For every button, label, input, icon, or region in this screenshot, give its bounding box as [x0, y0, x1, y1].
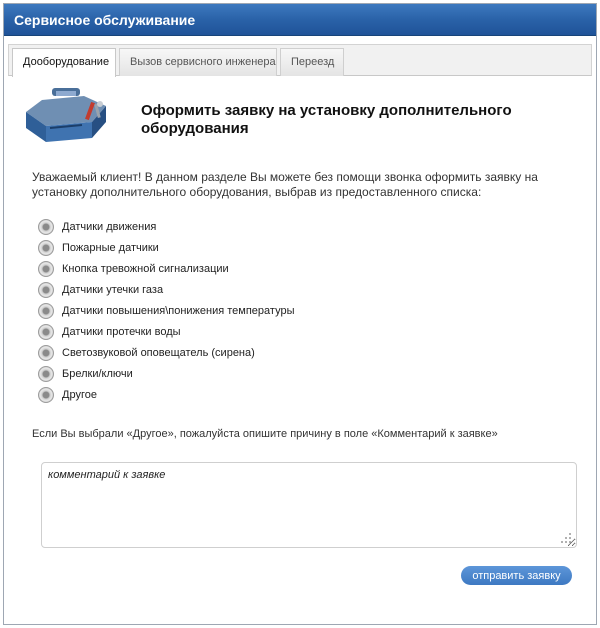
- tab-equipment[interactable]: Дооборудование: [12, 48, 116, 77]
- intro-text: Уважаемый клиент! В данном разделе Вы можете без помощи звонка оформить заявку на установку дополнительного оборудования, выбрав из предоставленного списка:: [32, 170, 538, 199]
- option-gas-sensors[interactable]: Датчики утечки газа: [38, 279, 438, 300]
- option-water-sensors[interactable]: Датчики протечки воды: [38, 321, 438, 342]
- page-title: Оформить заявку на установку дополнительного оборудования: [141, 102, 512, 137]
- tab-bar: [8, 44, 592, 76]
- radio-icon[interactable]: [38, 240, 54, 256]
- radio-icon[interactable]: [38, 303, 54, 319]
- comment-field[interactable]: [41, 462, 577, 548]
- tab-engineer-call[interactable]: Вызов сервисного инженера: [119, 48, 277, 76]
- toolbox-icon: [22, 82, 114, 146]
- resize-grip-icon[interactable]: [560, 532, 572, 544]
- option-other[interactable]: Другое: [38, 384, 438, 405]
- other-note: Если Вы выбрали «Другое», пожалуйста опишите причину в поле «Комментарий к заявке»: [32, 428, 498, 440]
- submit-request-button[interactable]: отправить заявку: [461, 566, 572, 585]
- equipment-options: [38, 216, 438, 405]
- radio-icon[interactable]: [38, 345, 54, 361]
- radio-icon[interactable]: [38, 219, 54, 235]
- service-panel: [3, 3, 597, 625]
- radio-icon[interactable]: [38, 366, 54, 382]
- option-alarm-button[interactable]: Кнопка тревожной сигнализации: [38, 258, 438, 279]
- option-siren[interactable]: Светозвуковой оповещатель (сирена): [38, 342, 438, 363]
- radio-icon[interactable]: [38, 324, 54, 340]
- panel-title: Сервисное обслуживание: [4, 4, 596, 36]
- option-temperature-sensors[interactable]: Датчики повышения\понижения температуры: [38, 300, 438, 321]
- radio-icon[interactable]: [38, 261, 54, 277]
- radio-icon[interactable]: [38, 282, 54, 298]
- option-fire-sensors[interactable]: Пожарные датчики: [38, 237, 438, 258]
- option-motion-sensors[interactable]: Датчики движения: [38, 216, 438, 237]
- option-keyfobs[interactable]: Брелки/ключи: [38, 363, 438, 384]
- tab-relocation[interactable]: Переезд: [280, 48, 344, 76]
- tab-content: [8, 74, 594, 622]
- radio-icon[interactable]: [38, 387, 54, 403]
